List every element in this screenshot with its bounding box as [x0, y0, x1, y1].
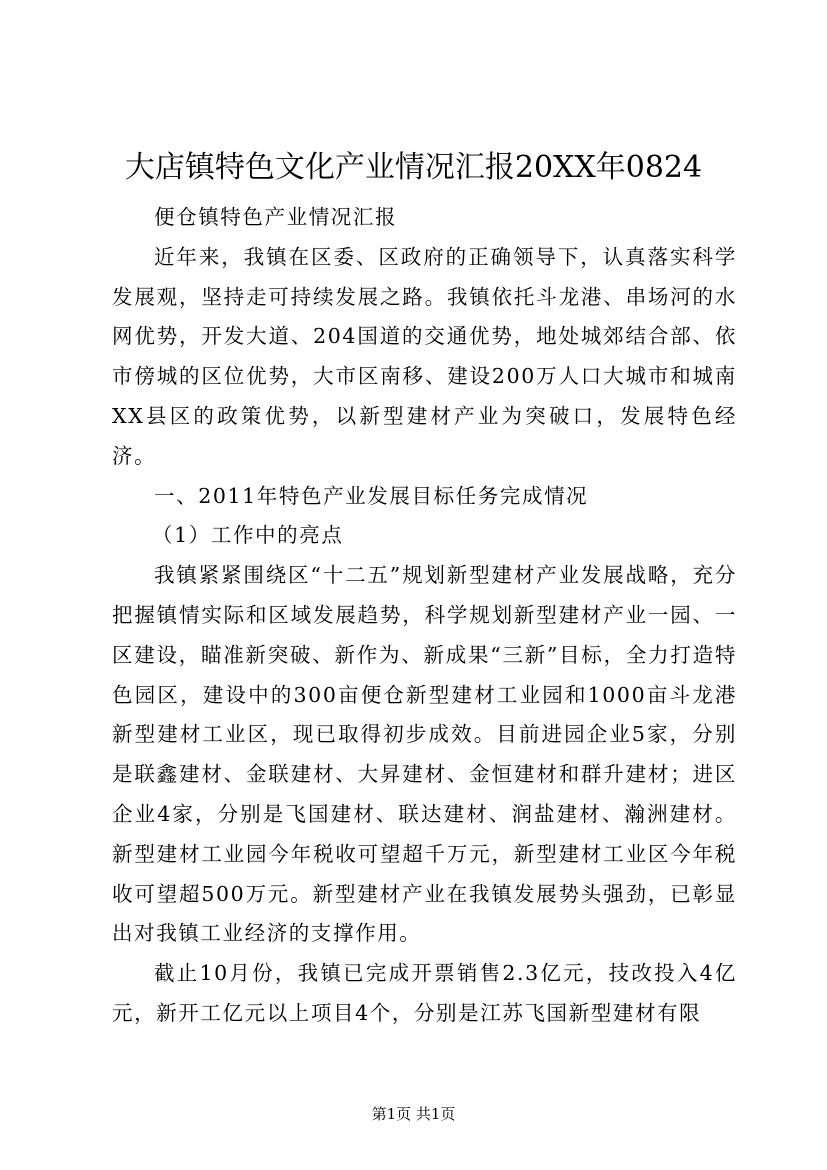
paragraph-progress: 截止10月份，我镇已完成开票销售2.3亿元，技改投入4亿元，新开工亿元以上项目4个，分别是江苏飞国新型建材有限 — [112, 961, 737, 1025]
document-title: 大店镇特色文化产业情况汇报20XX年0824 — [124, 150, 703, 185]
paragraph-intro: 近年来，我镇在区委、区政府的正确领导下，认真落实科学发展观，坚持走可持续发展之路。我镇依托斗龙港、串场河的水网优势，开发大道、204国道的交通优势，地处城郊结合部、依市傍城的区位优势，大市区南移、建设200万人口大城市和城南XX县区的政策优势，以新型建材产业为突破口，发展特色经济。 — [112, 244, 737, 468]
section-heading: 一、2011年特色产业发展目标任务完成情况 — [154, 483, 589, 508]
document-body — [112, 198, 737, 1034]
paragraph-subtitle: 便仓镇特色产业情况汇报 — [154, 205, 398, 229]
subsection-heading: （1）工作中的亮点 — [152, 523, 344, 548]
page-footer: 第1页 共1页 — [371, 1105, 456, 1123]
paragraph-highlights: 我镇紧紧围绕区“十二五”规划新型建材产业发展战略，充分把握镇情实际和区域发展趋势，科学规划新型建材产业一园、一区建设，瞄准新突破、新作为、新成果“三新”目标，全力打造特色园区，建设中的300亩便仓新型建材工业园和1000亩斗龙港新型建材工业区，现已取得初步成效。目前进园企业5家，分别是联鑫建材、金联建材、大昇建材、金恒建材和群升建材；进区企业4家，分别是飞国建材、联达建材、润盐建材、瀚洲建材。新型建材工业园今年税收可望超千万元，新型建材工业区今年税收可望超500万元。新型建材产业在我镇发展势头强劲，已彰显出对我镇工业经济的支撑作用。 — [112, 563, 737, 946]
